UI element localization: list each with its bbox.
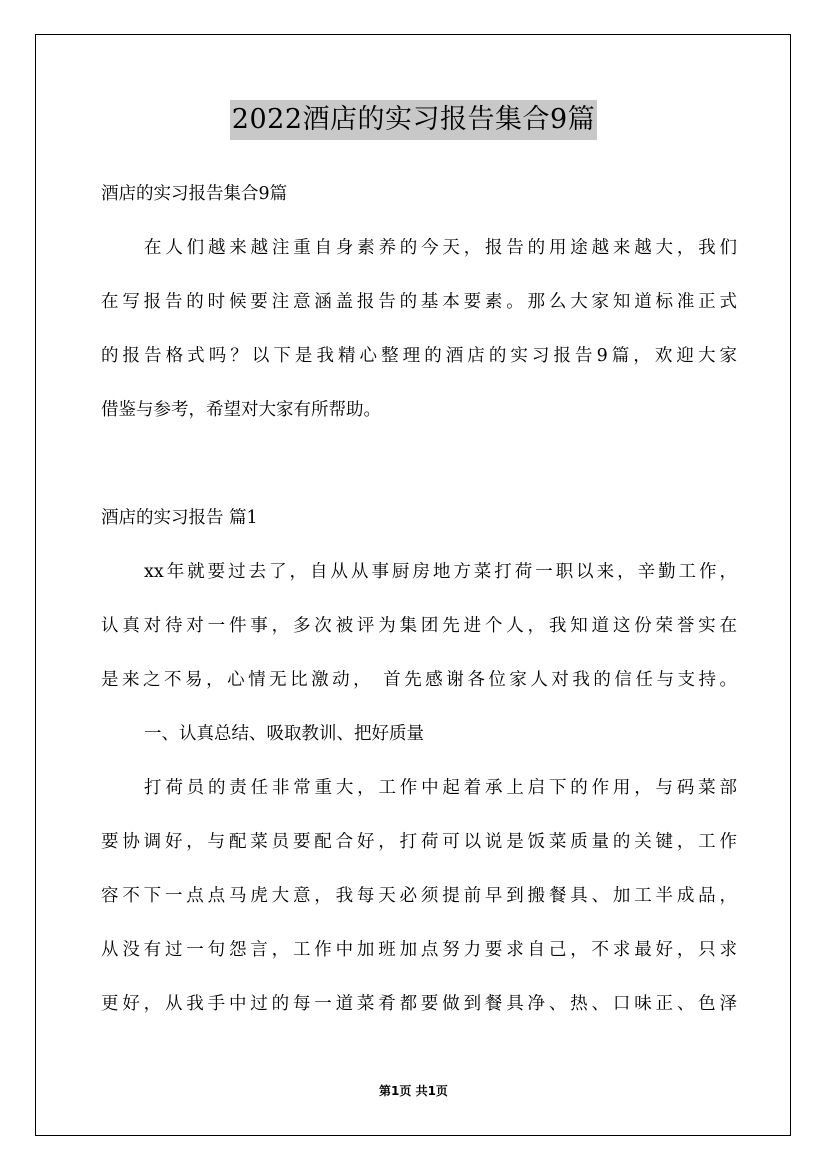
paragraph-line: 容不下一点点马虎大意，我每天必须提前早到搬餐具、加工半成品， xyxy=(101,886,737,906)
title-container xyxy=(0,100,827,140)
paragraph-line: 在人们越来越注重自身素养的今天，报告的用途越来越大，我们 xyxy=(144,238,737,258)
paragraph-line: 一、认真总结、吸取教训、把好质量 xyxy=(144,724,424,744)
paragraph-line: 从没有过一句怨言，工作中加班加点努力要求自己，不求最好，只求 xyxy=(101,940,737,960)
paragraph-line: 要协调好，与配菜员要配合好，打荷可以说是饭菜质量的关键，工作 xyxy=(101,832,737,852)
document-body xyxy=(101,176,737,1040)
paragraph-line: 是来之不易，心情无比激动， 首先感谢各位家人对我的信任与支持。 xyxy=(101,670,737,690)
paragraph-line: 借鉴与参考，希望对大家有所帮助。 xyxy=(101,400,381,420)
paragraph-line: xx年就要过去了，自从从事厨房地方菜打荷一职以来，辛勤工作， xyxy=(144,562,737,582)
paragraph-line: 更好，从我手中过的每一道菜肴都要做到餐具净、热、口味正、色泽 xyxy=(101,994,737,1014)
paragraph-line: 打荷员的责任非常重大，工作中起着承上启下的作用，与码菜部 xyxy=(144,778,737,798)
paragraph-line: 认真对待对一件事，多次被评为集团先进个人，我知道这份荣誉实在 xyxy=(101,616,737,636)
page-footer: 第1页 共1页 xyxy=(379,1084,448,1098)
paragraph-line: 酒店的实习报告 篇1 xyxy=(101,508,258,528)
paragraph-line: 在写报告的时候要注意涵盖报告的基本要素。那么大家知道标准正式 xyxy=(101,292,737,312)
paragraph-line: 酒店的实习报告集合9篇 xyxy=(101,184,288,204)
blank-line xyxy=(101,446,737,500)
document-title: 2022酒店的实习报告集合9篇 xyxy=(230,100,597,140)
paragraph-line: 的报告格式吗？以下是我精心整理的酒店的实习报告9篇，欢迎大家 xyxy=(101,346,737,366)
